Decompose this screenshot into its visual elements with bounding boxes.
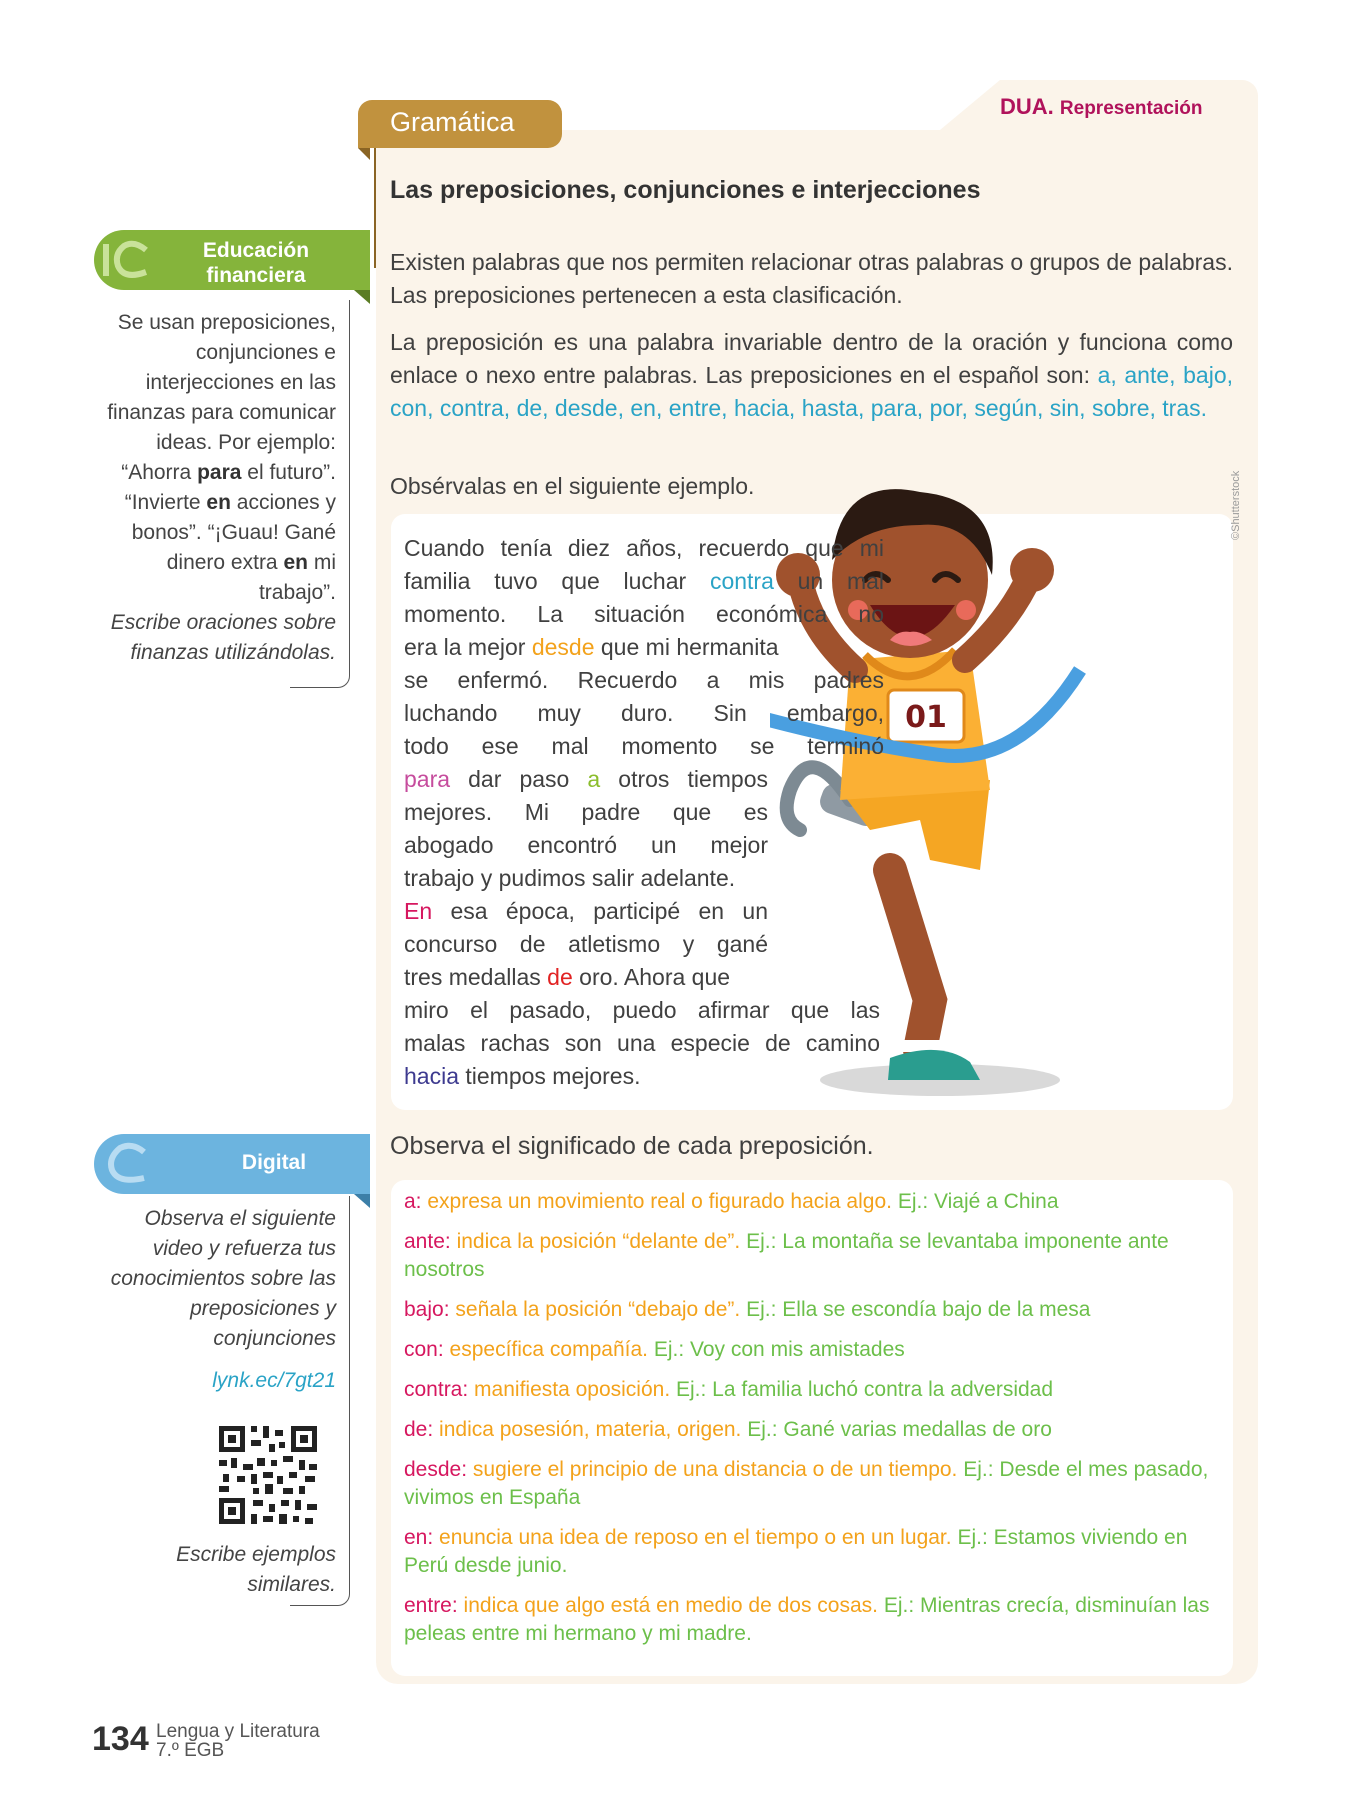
sidebar-bracket bbox=[290, 1196, 350, 1606]
definition-de: de: indica posesión, materia, origen. Ej.: Gané varias medallas de oro bbox=[404, 1418, 1052, 1441]
financial-education-task: Escribe oraciones sobre finanzas utilizándolas. bbox=[110, 611, 336, 664]
definition-contra: contra: manifiesta oposición. Ej.: La familia luchó contra la adversidad bbox=[404, 1378, 1054, 1401]
definition-bajo: bajo: señala la posición “debajo de”. Ej.: Ella se escondía bajo de la mesa bbox=[404, 1298, 1091, 1321]
definition-ante: ante: indica la posición “delante de”. Ej.: La montaña se levantaba imponente ante nosotros bbox=[404, 1230, 1169, 1281]
digital-task: Escribe ejemplos similares. bbox=[176, 1543, 336, 1596]
digital-link[interactable]: lynk.ec/7gt21 bbox=[212, 1369, 336, 1392]
tab-fold bbox=[354, 1194, 370, 1208]
financial-education-tab: Educación financiera bbox=[94, 230, 370, 290]
example-intro: Obsérvalas en el siguiente ejemplo. bbox=[390, 473, 755, 499]
sidebar-bracket bbox=[290, 300, 350, 688]
definition-entre: entre: indica que algo está en medio de dos cosas. Ej.: Mientras crecía, disminuían las peleas entre mi hermano y mi madre. bbox=[404, 1594, 1210, 1645]
page-number: 134 bbox=[92, 1720, 149, 1758]
digital-text: Observa el siguiente video y refuerza tus conocimientos sobre las preposiciones y conjunciones bbox=[110, 1207, 336, 1350]
digital-logo-icon bbox=[100, 1140, 154, 1188]
tab-fold bbox=[354, 290, 370, 304]
panel-corner bbox=[940, 80, 1000, 130]
section-tab-gramatica: Gramática bbox=[358, 100, 562, 148]
definition-paragraph: La preposición es una palabra invariable dentro de la oración y funciona como enlace o nexo entre palabras. Las preposiciones en el español son: a, ante, bajo, con, contra, de, desde, en, entre, hacia, hasta, para, por, según, sin, sobre, tras. bbox=[390, 329, 1233, 421]
footer-subject: Lengua y Literatura 7.º EGB bbox=[156, 1721, 320, 1761]
definitions-heading: Observa el significado de cada preposición. bbox=[390, 1132, 874, 1160]
digital-tab: Digital bbox=[94, 1134, 370, 1194]
financial-education-text: Se usan preposiciones, conjunciones e interjecciones en las finanzas para comunicar ideas. Por ejemplo: “Ahorra para el futuro”. “Invierte en acciones y bonos”. “¡Guau! Gané dinero extra en mi trabajo”. bbox=[107, 311, 336, 604]
bib-number: 01 bbox=[905, 700, 947, 735]
definition-en: en: enuncia una idea de reposo en el tiempo o en un lugar. Ej.: Estamos viviendo en Perú desde junio. bbox=[404, 1526, 1188, 1577]
definition-con: con: específica compañía. Ej.: Voy con mis amistades bbox=[404, 1338, 905, 1361]
sneaker-icon bbox=[888, 1050, 980, 1080]
image-credit: ©Shutterstock bbox=[1230, 470, 1242, 540]
prepositions-list: a, ante, bajo, con, contra, de, desde, en, entre, hacia, hasta, para, por, según, sin, sobre, tras. bbox=[390, 362, 1233, 421]
definition-a: a: expresa un movimiento real o figurado hacia algo. Ej.: Viajé a China bbox=[404, 1190, 1059, 1213]
definition-desde: desde: sugiere el principio de una distancia o de un tiempo. Ej.: Desde el mes pasado, vivimos en España bbox=[404, 1458, 1209, 1509]
dua-label: DUA. Representación bbox=[1000, 94, 1203, 119]
intro-paragraph: Existen palabras que nos permiten relacionar otras palabras o grupos de palabras. Las preposiciones pertenecen a esta clasificación. bbox=[390, 249, 1233, 308]
tab-rule bbox=[374, 148, 376, 268]
tab-fold bbox=[358, 148, 370, 160]
page-title: Las preposiciones, conjunciones e interjecciones bbox=[390, 176, 981, 204]
story-text: Cuando tenía diez años, recuerdo que mi familia tuvo que luchar contra un mal momento. La situación económica no era la mejor desde que mi hermanita se enfermó. Recuerdo a mis padres luchando muy duro. Sin embargo, todo ese mal momento se terminó para dar paso a otros tiempos mejores. Mi padre que es abogado encontró un mejor trabajo y pudimos salir adelante. En esa época, participé en un concurso de atletismo y gané tres medallas de oro. Ahora que miro el pasado, puedo afirmar que las malas rachas son una especie de camino hacia tiempos mejores. bbox=[404, 535, 885, 1089]
ic-logo-icon bbox=[100, 236, 154, 284]
